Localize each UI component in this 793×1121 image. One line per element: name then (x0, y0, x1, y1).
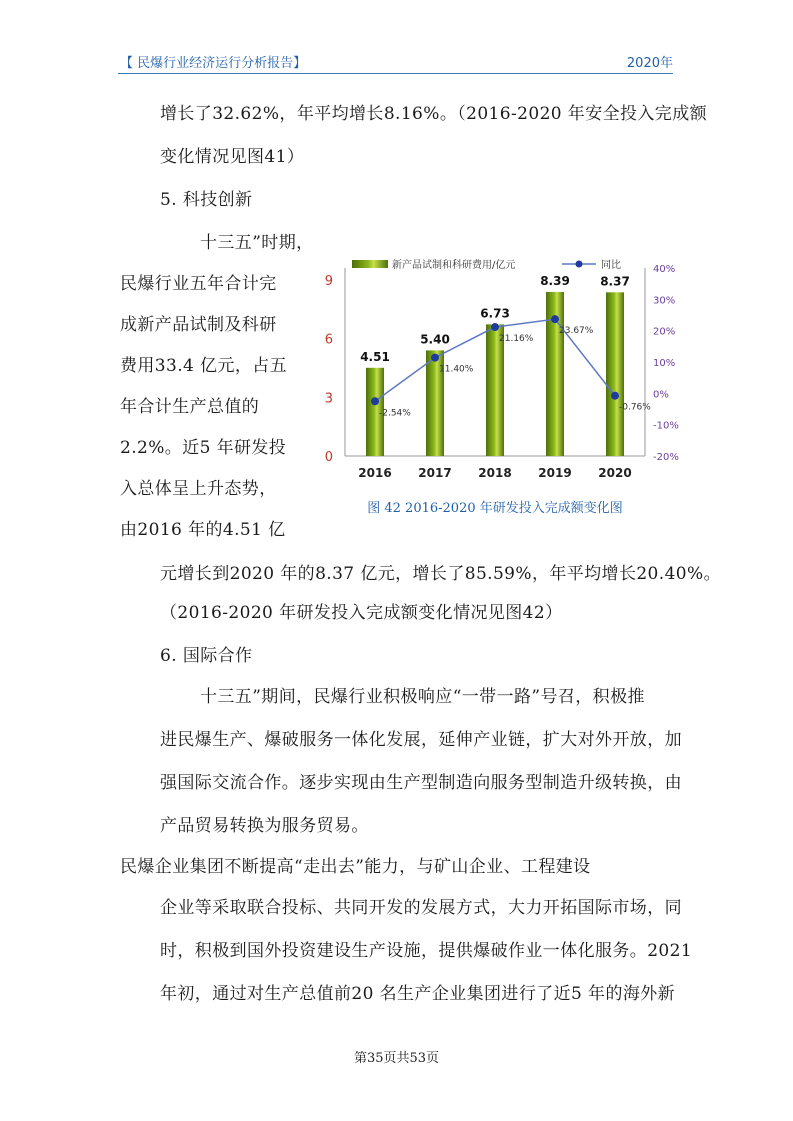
header-rule (118, 73, 673, 74)
paragraph-line: 民爆企业集团不断提高“走出去”能力，与矿山企业、工程建设 (120, 857, 591, 877)
y-right-tick-label: -10% (653, 420, 679, 432)
bar-value-label: 4.51 (360, 349, 390, 364)
y-tick-label: 9 (324, 274, 333, 289)
yoy-value-label: -0.76% (619, 402, 651, 413)
bar-value-label: 5.40 (420, 332, 450, 347)
y-tick-label: 0 (324, 450, 333, 465)
paragraph-line: 由2016 年的4.51 亿 (120, 520, 286, 540)
bar-2020 (606, 292, 624, 456)
paragraph-line: （2016-2020 年研发投入完成额变化情况见图42） (160, 603, 563, 623)
yoy-point-2017 (431, 354, 439, 362)
chart-caption: 图 42 2016-2020 年研发投入完成额变化图 (367, 501, 623, 516)
page-number: 第35页共53页 (353, 1051, 440, 1066)
yoy-point-2016 (371, 397, 379, 405)
y-right-tick-label: 40% (653, 264, 676, 275)
yoy-value-label: 11.40% (439, 364, 474, 375)
legend-line-label: 同比 (601, 260, 621, 271)
rd-investment-chart (300, 252, 690, 522)
paragraph-line: 年合计生产总值的 (120, 397, 260, 417)
y-right-tick-label: 0% (653, 389, 669, 401)
y-tick-label: 3 (324, 391, 333, 407)
paragraph-line: 进民爆生产、爆破服务一体化发展，延伸产业链，扩大对外开放，加 (160, 730, 682, 750)
paragraph-line: 民爆行业五年合计完 (120, 274, 277, 294)
legend-bar-swatch (352, 260, 388, 268)
yoy-point-2020 (611, 392, 619, 400)
bar-value-label: 8.37 (600, 274, 630, 289)
x-tick-label: 2017 (418, 466, 452, 480)
yoy-value-label: 21.16% (499, 334, 534, 345)
y-right-tick-label: 10% (653, 358, 676, 369)
paragraph-line: 2.2%。近5 年研发投 (120, 438, 287, 458)
bar-2018 (486, 324, 504, 456)
paragraph-line: 元增长到2020 年的8.37 亿元，增长了85.59%，年平均增长20.40%。 (160, 564, 721, 584)
bar-value-label: 8.39 (540, 273, 570, 288)
paragraph-line: 强国际交流合作。逐步实现由生产型制造向服务型制造升级转换，由 (160, 773, 682, 793)
paragraph-line: 企业等采取联合投标、共同开发的发展方式，大力开拓国际市场，同 (160, 898, 682, 918)
rd-investment-chart-svg (300, 252, 690, 522)
yoy-point-2019 (551, 315, 559, 323)
report-title: 【 民爆行业经济运行分析报告】 (120, 56, 307, 71)
paragraph-line: 产品贸易转换为服务贸易。 (160, 816, 369, 836)
paragraph-line: 十三五”期间，民爆行业积极响应“一带一路”号召，积极推 (200, 687, 645, 707)
paragraph-line: 成新产品试制及科研 (120, 315, 277, 335)
paragraph-line: 变化情况见图41） (160, 147, 305, 167)
bar-value-label: 6.73 (480, 306, 510, 321)
legend-bar-label: 新产品试制和科研费用/亿元 (392, 260, 516, 271)
yoy-value-label: -2.54% (379, 408, 411, 419)
y-right-tick-label: 30% (653, 295, 676, 307)
paragraph-line: 十三五”时期， (200, 233, 314, 253)
x-tick-label: 2016 (358, 466, 392, 480)
y-tick-label: 6 (324, 332, 333, 348)
yoy-point-2018 (491, 323, 499, 331)
paragraph-line: 时，积极到国外投资建设生产设施，提供爆破作业一体化服务。2021 (160, 941, 693, 961)
y-right-tick-label: 20% (653, 326, 676, 338)
y-right-tick-label: -20% (653, 452, 679, 463)
paragraph-line: 入总体呈上升态势， (120, 479, 277, 499)
paragraph-line: 增长了32.62%，年平均增长8.16%。（2016-2020 年安全投入完成额 (160, 104, 707, 124)
x-tick-label: 2020 (598, 466, 632, 480)
section-heading-tech: 5. 科技创新 (160, 190, 253, 210)
legend-line-marker (576, 261, 583, 268)
yoy-value-label: 23.67% (559, 326, 594, 337)
paragraph-line: 年初，通过对生产总值前20 名生产企业集团进行了近5 年的海外新 (160, 984, 676, 1004)
section-heading-international: 6. 国际合作 (160, 646, 253, 666)
paragraph-line: 费用33.4 亿元，占五 (120, 356, 288, 376)
report-year: 2020年 (626, 56, 673, 71)
x-tick-label: 2018 (478, 466, 512, 480)
x-tick-label: 2019 (538, 466, 572, 480)
